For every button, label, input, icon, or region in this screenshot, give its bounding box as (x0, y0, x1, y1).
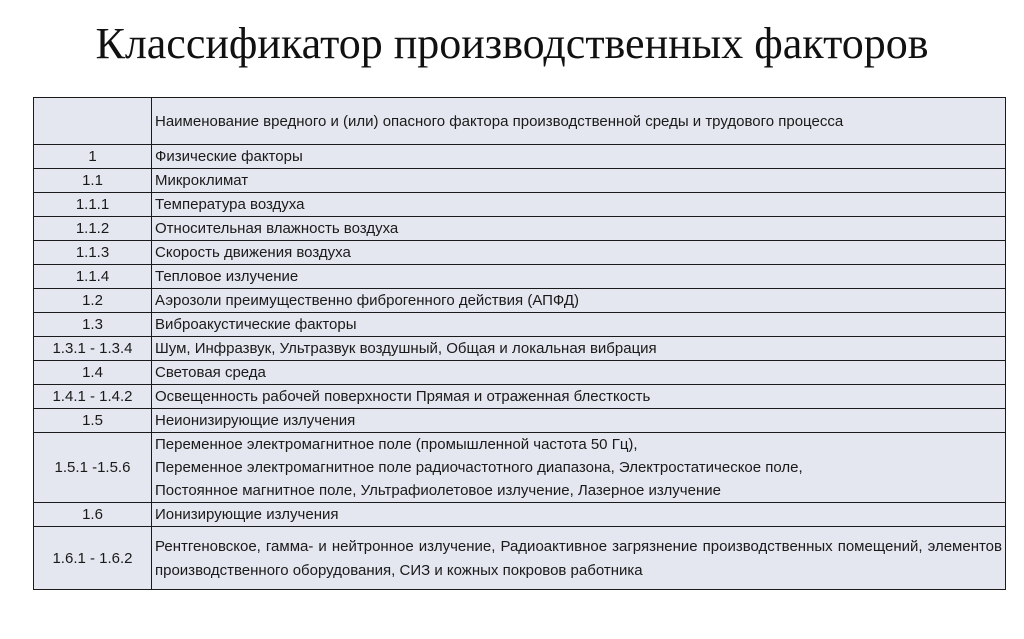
table-row (34, 313, 1006, 337)
factor-name-line: Аэрозоли преимущественно фиброгенного действия (АПФД) (155, 292, 579, 309)
factor-name-line: Рентгеновское, гамма- и нейтронное излучение, Радиоактивное загрязнение производственных помещений, элементов производственного оборудования, СИЗ и кожных покровов работника (155, 538, 1002, 579)
factor-name-line: Физические факторы (155, 148, 303, 165)
factor-code-cell: 1.1.3 (34, 241, 152, 265)
factor-code-cell: 1.6 (34, 503, 152, 527)
factor-code-cell: 1.4 (34, 361, 152, 385)
factor-code-cell: 1.1.1 (34, 193, 152, 217)
factor-name-line: Шум, Инфразвук, Ультразвук воздушный, Общая и локальная вибрация (155, 340, 657, 357)
table-row (34, 265, 1006, 289)
factor-code-cell: 1.1.2 (34, 217, 152, 241)
factor-name-cell (152, 289, 1006, 313)
header-code-cell (34, 98, 152, 145)
factor-name-cell (152, 145, 1006, 169)
table-row (34, 337, 1006, 361)
factor-name-line: Постоянное магнитное поле, Ультрафиолетовое излучение, Лазерное излучение (155, 482, 721, 499)
factor-name-cell (152, 337, 1006, 361)
factor-name-cell (152, 265, 1006, 289)
table-row (34, 409, 1006, 433)
factor-name-line: Скорость движения воздуха (155, 244, 351, 261)
table-row (34, 145, 1006, 169)
table-row (34, 503, 1006, 527)
table-row (34, 527, 1006, 590)
factor-name-cell (152, 313, 1006, 337)
factor-name-line: Переменное электромагнитное поле радиочастотного диапазона, Электростатическое поле, (155, 459, 803, 476)
factor-code-cell: 1.1.4 (34, 265, 152, 289)
factor-name-cell (152, 527, 1006, 590)
factor-name-line: Микроклимат (155, 172, 249, 189)
factor-name-cell (152, 433, 1006, 503)
table-row (34, 193, 1006, 217)
table-row (34, 169, 1006, 193)
factor-name-line: Переменное электромагнитное поле (промышленной частота 50 Гц), (155, 436, 638, 453)
factor-name-line: Тепловое излучение (155, 268, 299, 285)
table-row (34, 385, 1006, 409)
factor-code-cell: 1.1 (34, 169, 152, 193)
factor-code-cell: 1.3 (34, 313, 152, 337)
factor-name-cell (152, 193, 1006, 217)
factor-name-line: Виброакустические факторы (155, 316, 357, 333)
factor-name-line: Температура воздуха (155, 196, 305, 213)
factor-code-cell: 1 (34, 145, 152, 169)
factors-table (33, 97, 1006, 590)
factor-name-line: Световая среда (155, 364, 266, 381)
factor-code-cell: 1.2 (34, 289, 152, 313)
header-name-cell: Наименование вредного и (или) опасного фактора производственной среды и трудового процесса (152, 98, 1006, 145)
factor-code-cell: 1.3.1 - 1.3.4 (34, 337, 152, 361)
factor-code-cell: 1.5.1 -1.5.6 (34, 433, 152, 503)
factor-name-line: Ионизирующие излучения (155, 506, 339, 523)
factor-name-cell (152, 217, 1006, 241)
factor-name-cell (152, 361, 1006, 385)
factor-name-cell (152, 169, 1006, 193)
factor-name-cell (152, 385, 1006, 409)
factor-code-cell: 1.6.1 - 1.6.2 (34, 527, 152, 590)
slide-title: Классификатор производственных факторов (95, 19, 929, 68)
factor-name-line: Освещенность рабочей поверхности Прямая и отраженная блесткость (155, 388, 651, 405)
factor-name-cell (152, 503, 1006, 527)
factor-name-line: Относительная влажность воздуха (155, 220, 399, 237)
table-row (34, 289, 1006, 313)
table-row (34, 361, 1006, 385)
table-row (34, 433, 1006, 503)
table-row (34, 217, 1006, 241)
factor-name-line: Неионизирующие излучения (155, 412, 356, 429)
table-row (34, 241, 1006, 265)
factor-name-cell (152, 241, 1006, 265)
factor-code-cell: 1.5 (34, 409, 152, 433)
table-header-row (34, 98, 1006, 145)
factor-code-cell: 1.4.1 - 1.4.2 (34, 385, 152, 409)
factor-name-cell (152, 409, 1006, 433)
